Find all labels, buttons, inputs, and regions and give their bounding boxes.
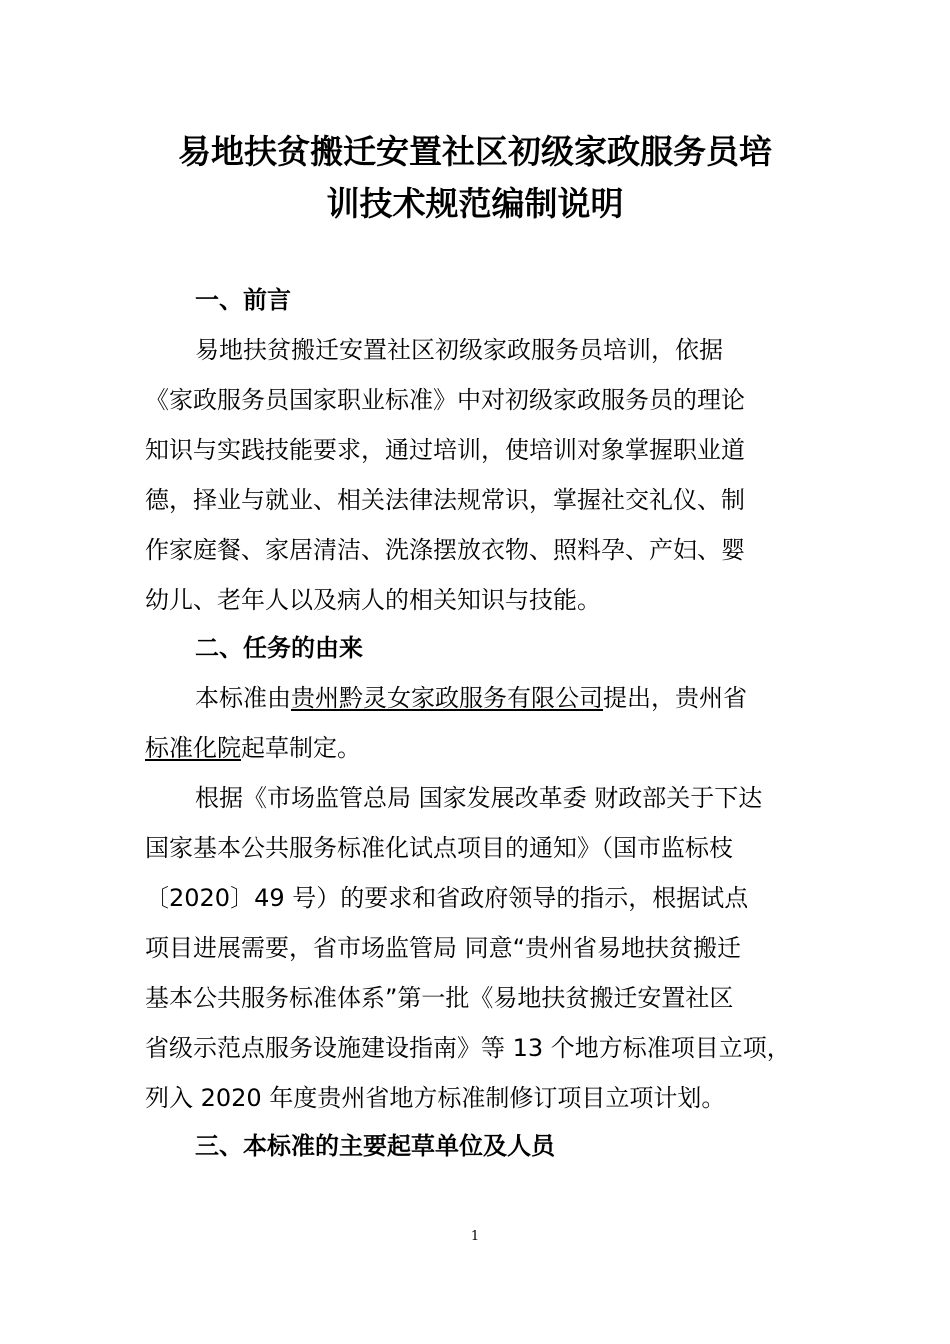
basis-paragraph-line: 基本公共服务标准体系”第一批《易地扶贫搬迁安置社区 (145, 984, 734, 1012)
preface-line: 德，择业与就业、相关法律法规常识，掌握社交礼仪、制 (145, 486, 745, 514)
basis-paragraph-line: 根据《市场监管总局 国家发展改革委 财政部关于下达 (195, 784, 763, 812)
drafter-institute-link[interactable]: 标准化院 (145, 734, 241, 762)
preface-line: 易地扶贫搬迁安置社区初级家政服务员培训，依据 (195, 336, 723, 364)
origin-text: 本标准由 (195, 684, 291, 712)
preface-line: 知识与实践技能要求，通过培训，使培训对象掌握职业道 (145, 436, 745, 464)
section-heading-drafters: 三、本标准的主要起草单位及人员 (195, 1132, 555, 1160)
origin-text: 提出，贵州省 (603, 684, 747, 712)
basis-paragraph-line: 〔2020〕49 号）的要求和省政府领导的指示，根据试点 (145, 884, 749, 912)
page-number: 1 (470, 1229, 480, 1244)
origin-paragraph-line (145, 732, 361, 764)
basis-paragraph-line: 国家基本公共服务标准化试点项目的通知》（国市监标枝 (145, 834, 733, 862)
basis-paragraph-line: 省级示范点服务设施建设指南》等 13 个地方标准项目立项， (145, 1034, 791, 1062)
preface-line: 作家庭餐、家居清洁、洗涤摆放衣物、照料孕、产妇、婴 (145, 536, 745, 564)
preface-line: 幼儿、老年人以及病人的相关知识与技能。 (145, 586, 601, 614)
basis-paragraph-line: 项目进展需要，省市场监管局 同意“贵州省易地扶贫搬迁 (145, 934, 742, 962)
proposer-company-link[interactable]: 贵州黔灵女家政服务有限公司 (291, 684, 603, 712)
document-title-line-1: 易地扶贫搬迁安置社区初级家政服务员培 (178, 132, 772, 171)
preface-line: 《家政服务员国家职业标准》中对初级家政服务员的理论 (145, 386, 745, 414)
origin-text: 起草制定。 (241, 734, 361, 762)
section-heading-origin: 二、任务的由来 (195, 634, 363, 662)
section-heading-preface: 一、前言 (195, 286, 291, 314)
document-title-line-2: 训技术规范编制说明 (326, 184, 624, 223)
basis-paragraph-line: 列入 2020 年度贵州省地方标准制修订项目立项计划。 (145, 1084, 726, 1112)
origin-paragraph-line (195, 682, 747, 714)
